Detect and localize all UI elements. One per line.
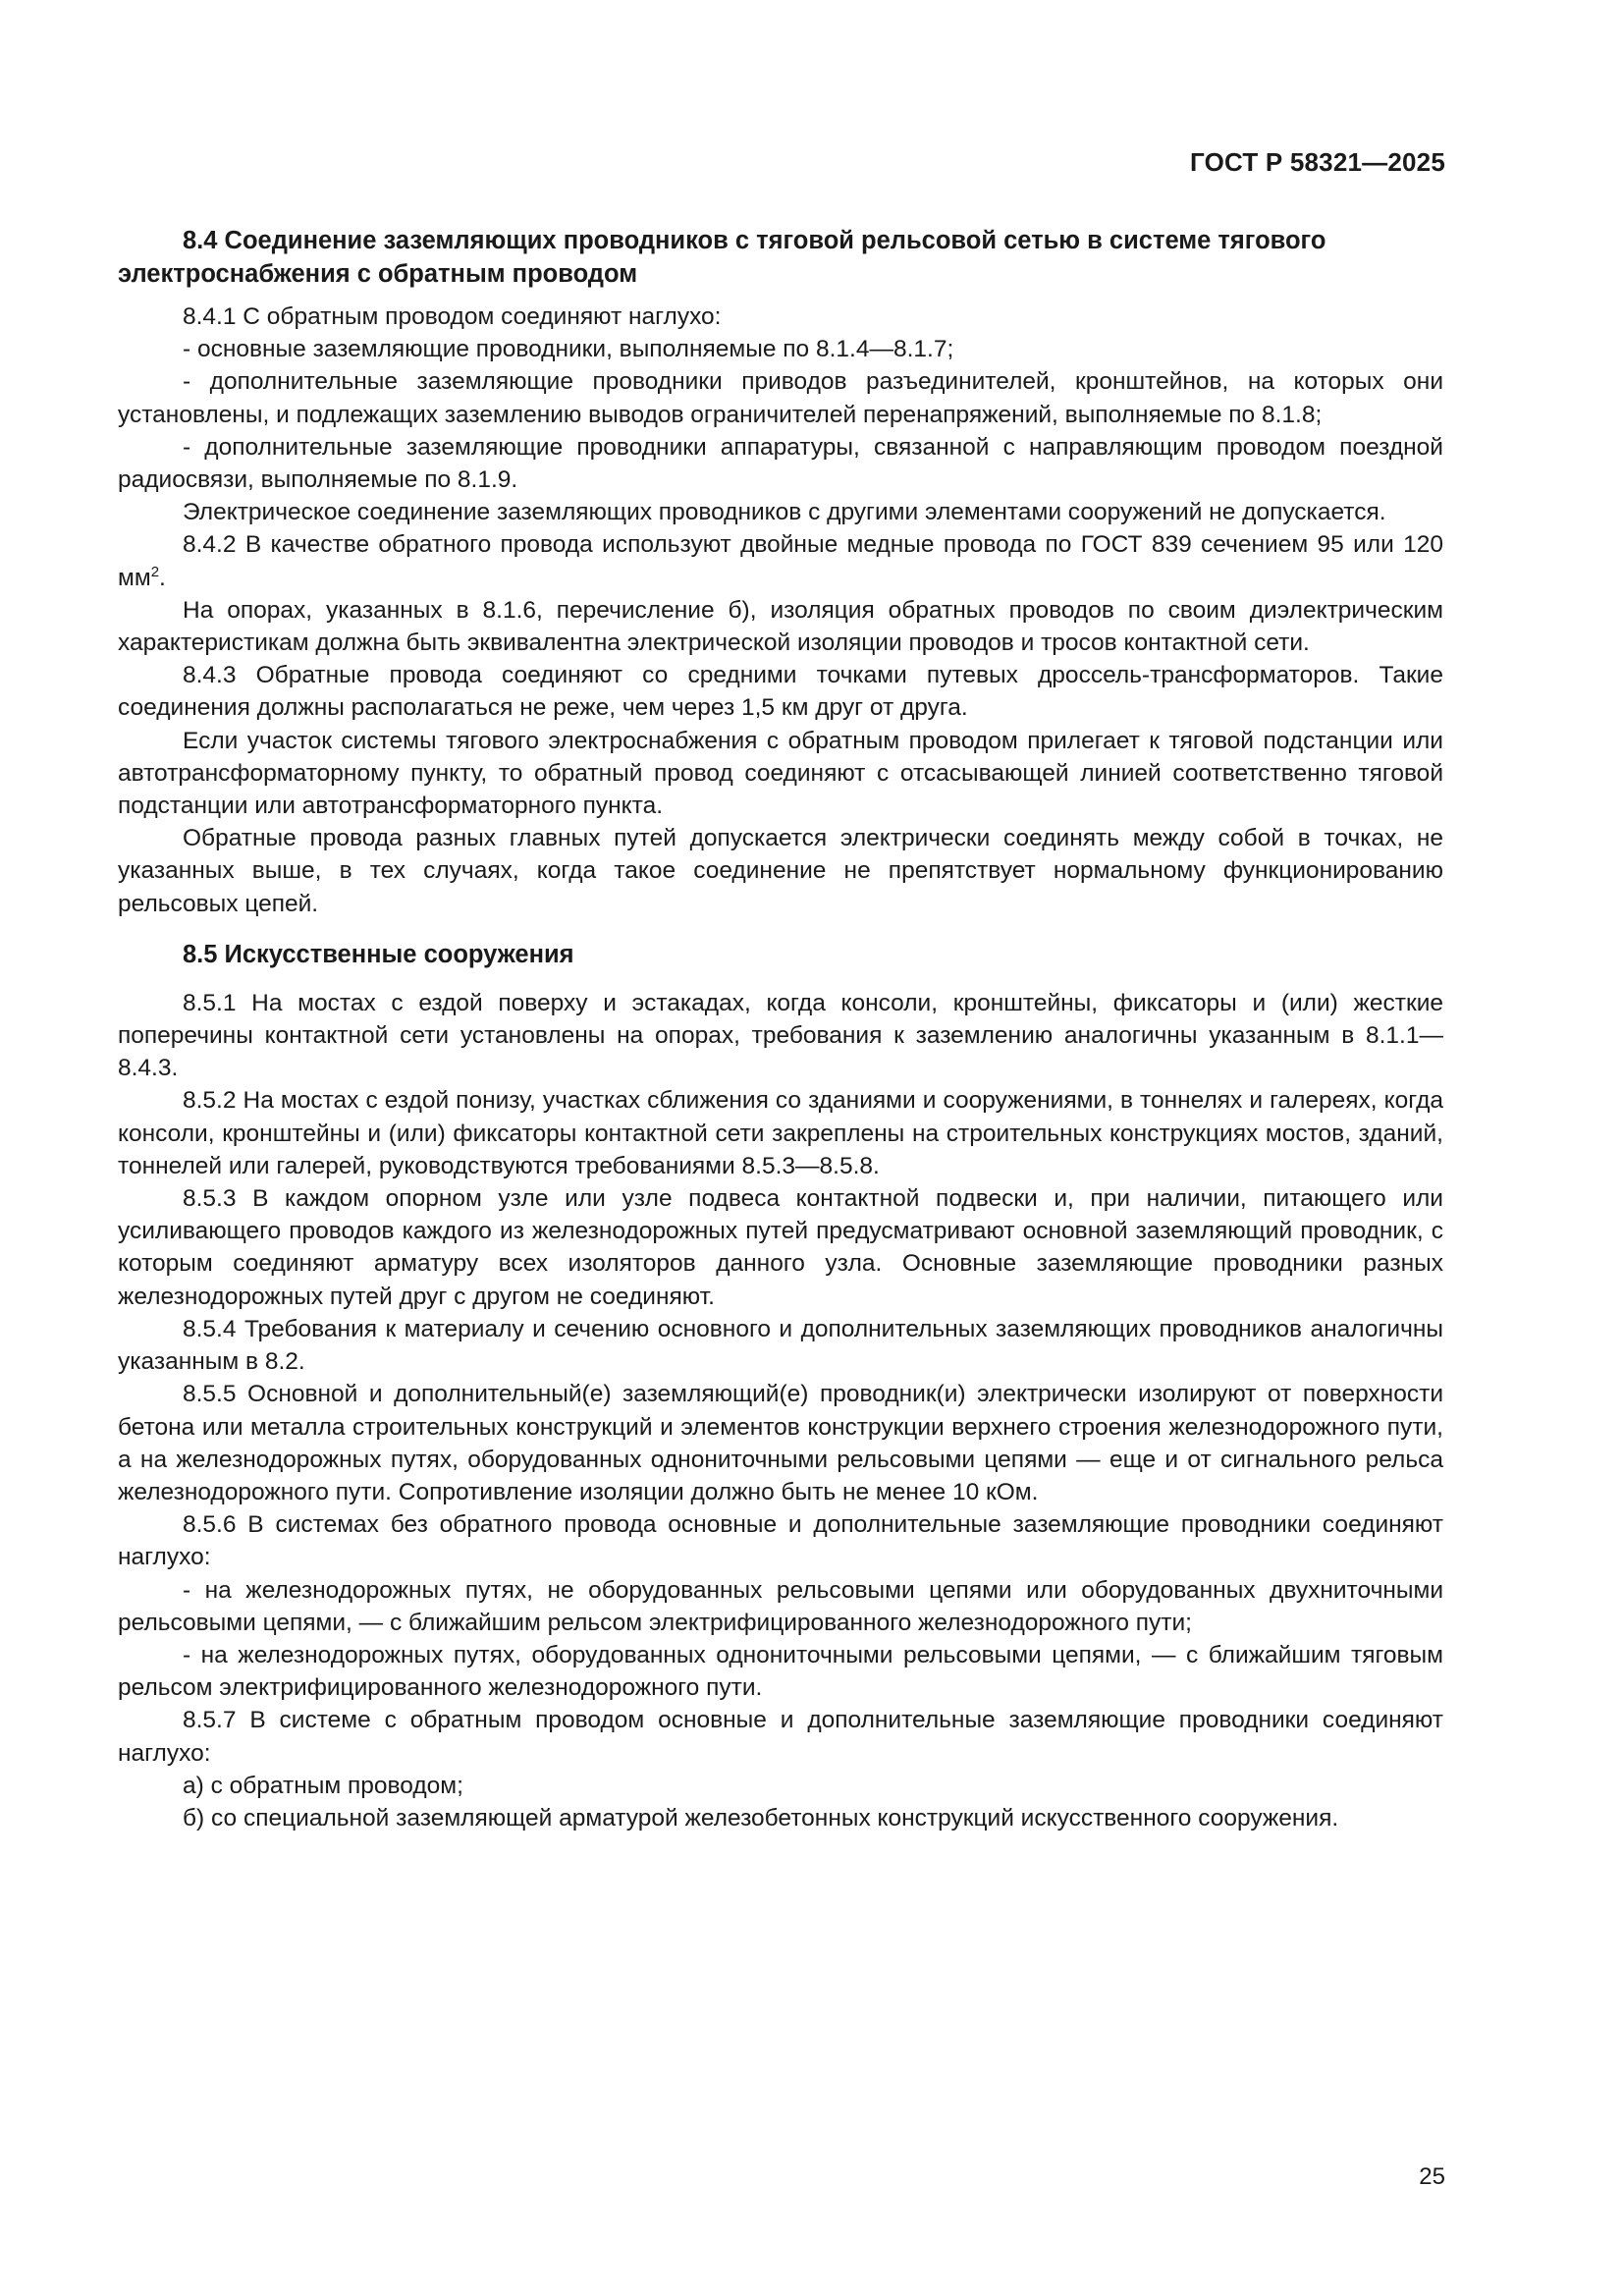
paragraph-8-4-2-text: 8.4.2 В качестве обратного провода используют двойные медные провода по ГОСТ 839 сечением 95 или 120 мм — [118, 531, 1443, 591]
paragraph-8-4-2-end: . — [159, 564, 166, 591]
paragraph-8-5-5: 8.5.5 Основной и дополнительный(е) заземляющий(е) проводник(и) электрически изолируют от поверхности бетона или металла строительных конструкций и элементов конструкции верхнего строения железнодорожного пути, а на железнодорожных путях, оборудованных однониточными рельсовыми цепями — еще и от сигнального рельса железнодорожного пути. Сопротивление изоляции должно быть не менее 10 кОм. — [118, 1381, 1443, 1505]
list-item-main-conductors: - основные заземляющие проводники, выполняемые по 8.1.4—8.1.7; — [183, 336, 954, 363]
paragraph-8-4-1: 8.4.1 С обратным проводом соединяют наглухо: — [183, 303, 722, 330]
paragraph-main-tracks-connection: Обратные провода разных главных путей допускается электрически соединять между собой в точках, не указанных выше, в тех случаях, когда такое соединение не препятствует нормальному функционированию рельсовых цепей. — [118, 825, 1443, 917]
paragraph-8-5-2: 8.5.2 На мостах с ездой понизу, участках сближения со зданиями и сооружениями, в тоннелях и галереях, когда консоли, кронштейны и (или) фиксаторы контактной сети закреплены на строительных конструкциях мостов, зданий, тоннелей или галерей, руководствуются требованиями 8.5.3—8.5.8. — [118, 1087, 1443, 1179]
paragraph-substation-connection: Если участок системы тягового электроснабжения с обратным проводом прилегает к тяговой подстанции или автотрансформаторному пункту, то обратный провод соединяют с отсасывающей линией соответственно тяговой подстанции или автотрансформаторного пункта. — [118, 727, 1443, 820]
paragraph-8-4-2 — [118, 528, 1443, 593]
list-item-radio-conductors: - дополнительные заземляющие проводники аппаратуры, связанной с направляющим проводом поездной радиосвязи, выполняемые по 8.1.9. — [118, 433, 1443, 494]
paragraph-connection-prohibited: Электрическое соединение заземляющих проводников с другими элементами сооружений не допускается. — [183, 499, 1386, 526]
list-item-two-rail-circuits: - на железнодорожных путях, не оборудованных рельсовыми цепями или оборудованных двухниточными рельсовыми цепями, — с ближайшим рельсом электрифицированного железнодорожного пути; — [118, 1576, 1443, 1636]
list-item-a: а) с обратным проводом; — [183, 1772, 463, 1799]
paragraph-8-5-1: 8.5.1 На мостах с ездой поверху и эстакадах, когда консоли, кронштейны, фиксаторы и (или) жесткие поперечины контактной сети установлены на опорах, требования к заземлению аналогичны указанным в 8.1.1—8.4.3. — [118, 989, 1443, 1082]
paragraph-8-5-7: 8.5.7 В системе с обратным проводом основные и дополнительные заземляющие проводники соединяют наглухо: — [118, 1707, 1443, 1767]
section-8-4-title: 8.4 Соединение заземляющих проводников с тяговой рельсовой сетью в системе тягового электроснабжения с обратным проводом — [118, 227, 1326, 288]
list-item-b: б) со специальной заземляющей арматурой железобетонных конструкций искусственного сооружения. — [183, 1804, 1339, 1831]
document-code-header: ГОСТ Р 58321—2025 — [1190, 147, 1445, 177]
paragraph-8-5-4: 8.5.4 Требования к материалу и сечению основного и дополнительных заземляющих проводников аналогичны указанным в 8.2. — [118, 1315, 1443, 1376]
paragraph-return-wire-insulation: На опорах, указанных в 8.1.6, перечисление б), изоляция обратных проводов по своим диэлектрическим характеристикам должна быть эквивалентна электрической изоляции проводов и тросов контактной сети. — [118, 596, 1443, 657]
paragraph-8-5-3: 8.5.3 В каждом опорном узле или узле подвеса контактной подвески и, при наличии, питающего или усиливающего проводов каждого из железнодорожных путей предусматривают основной заземляющий проводник, с которым соединяют арматуру всех изоляторов данного узла. Основные заземляющие проводники разных железнодорожных путей друг с другом не соединяют. — [118, 1185, 1443, 1310]
page-content — [118, 224, 1443, 1834]
superscript-squared: 2 — [150, 563, 160, 580]
list-item-single-rail-circuits: - на железнодорожных путях, оборудованных однониточными рельсовыми цепями, — с ближайшим тяговым рельсом электрифицированного железнодорожного пути. — [118, 1641, 1443, 1702]
page-number: 25 — [1419, 2163, 1445, 2190]
list-item-disconnector-conductors: - дополнительные заземляющие проводники приводов разъединителей, кронштейнов, на которых они установлены, и подлежащих заземлению выводов ограничителей перенапряжений, выполняемые по 8.1.8; — [118, 368, 1443, 428]
paragraph-8-4-3: 8.4.3 Обратные провода соединяют со средними точками путевых дроссель-трансформаторов. Такие соединения должны располагаться не реже, чем через 1,5 км друг от друга. — [118, 662, 1443, 722]
paragraph-8-5-6: 8.5.6 В системах без обратного провода основные и дополнительные заземляющие проводники соединяют наглухо: — [118, 1511, 1443, 1571]
section-8-5-title: 8.5 Искусственные сооружения — [183, 940, 574, 968]
